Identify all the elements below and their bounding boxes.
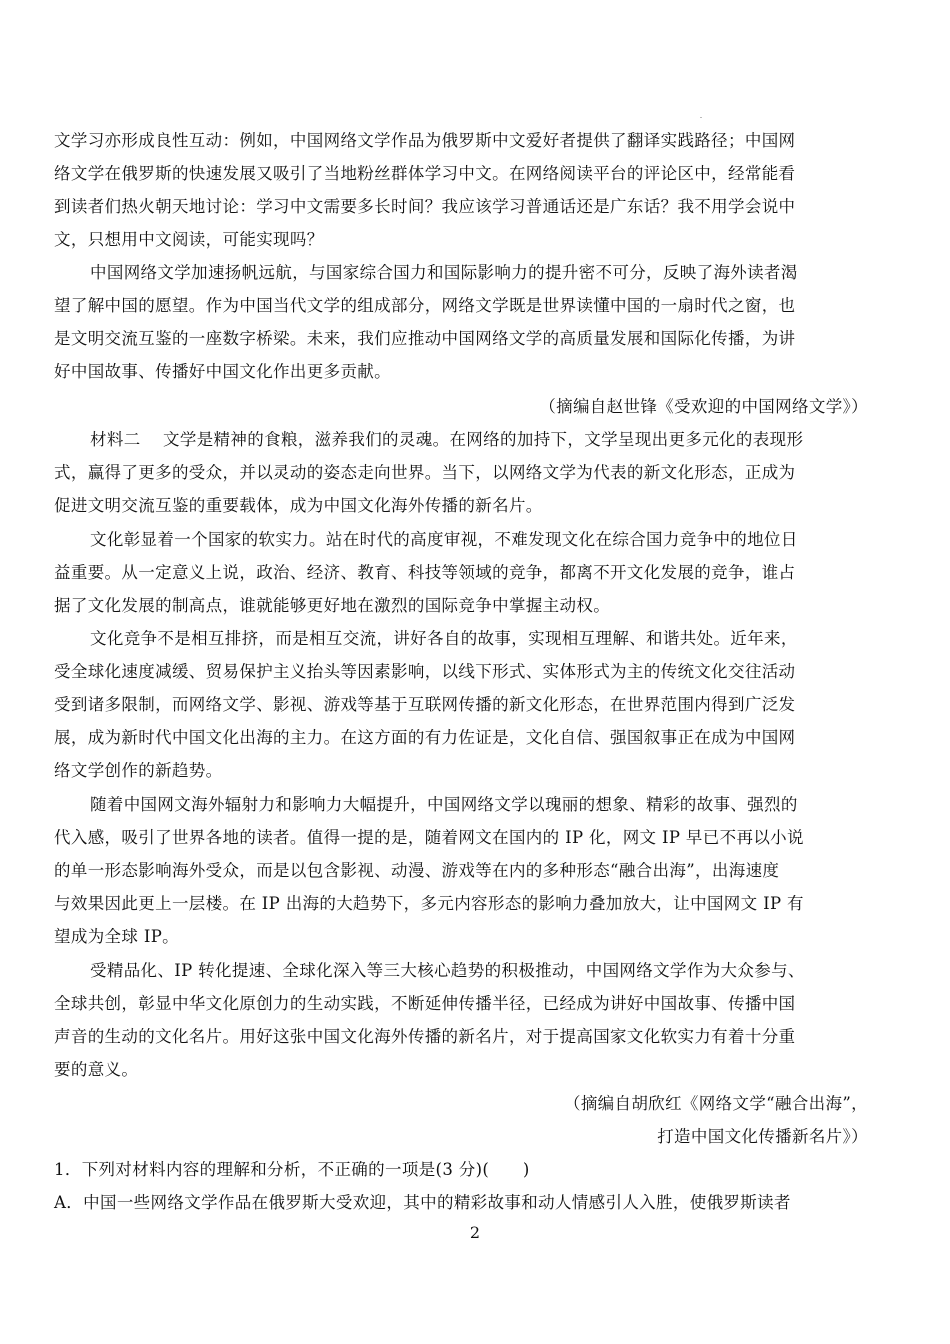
question-1: 1．下列对材料内容的理解和分析，不正确的一项是(3 分)( )	[54, 1160, 530, 1179]
paragraph-1-line-4: 文，只想用中文阅读，可能实现吗？	[54, 230, 324, 249]
source-citation-2-line-2: 打造中国文化传播新名片》）	[657, 1127, 868, 1146]
page-number: 2	[469, 1223, 481, 1242]
paragraph-7-line-2: 全球共创，彰显中华文化原创力的生动实践，不断延伸传播半径，已经成为讲好中国故事、传播中国	[54, 994, 796, 1013]
paragraph-5-line-4: 展，成为新时代中国文化出海的主力。在这方面的有力佐证是，文化自信、强国叙事正在成为中国网	[54, 728, 796, 747]
scan-speck	[700, 117, 702, 118]
paragraph-7-line-3: 声音的生动的文化名片。用好这张中国文化海外传播的新名片，对于提高国家文化软实力有着十分重	[54, 1027, 796, 1046]
source-citation-2-line-1: （摘编自胡欣红《网络文学“融合出海”，	[563, 1094, 868, 1113]
paragraph-7-line-4: 要的意义。	[54, 1060, 139, 1079]
paragraph-1-line-3: 到读者们热火朝天地讨论：学习中文需要多长时间？我应该学习普通话还是广东话？我不用学会说中	[54, 197, 796, 216]
paragraph-6-line-5: 望成为全球 IP。	[54, 927, 180, 946]
material-2-line-1: 材料二 文学是精神的食粮，滋养我们的灵魂。在网络的加持下，文学呈现出更多元化的表现形	[90, 430, 804, 449]
paragraph-4-line-3: 据了文化发展的制高点，谁就能够更好地在激烈的国际竞争中掌握主动权。	[54, 596, 611, 615]
paragraph-5-line-3: 受到诸多限制，而网络文学、影视、游戏等基于互联网传播的新文化形态，在世界范围内得到广泛发	[54, 695, 796, 714]
paragraph-6-line-1: 随着中国网文海外辐射力和影响力大幅提升，中国网络文学以瑰丽的想象、精彩的故事、强烈的	[90, 795, 798, 814]
paragraph-6-line-4: 与效果因此更上一层楼。在 IP 出海的大趋势下，多元内容形态的影响力叠加放大，让中国网文 IP 有	[54, 894, 804, 913]
paragraph-1-line-2: 络文学在俄罗斯的快速发展又吸引了当地粉丝群体学习中文。在网络阅读平台的评论区中，经常能看	[54, 164, 796, 183]
paragraph-4-line-1: 文化彰显着一个国家的软实力。站在时代的高度审视，不难发现文化在综合国力竞争中的地位日	[90, 530, 798, 549]
paragraph-5-line-1: 文化竞争不是相互排挤，而是相互交流，讲好各自的故事，实现相互理解、和谐共处。近年来，	[90, 629, 798, 648]
paragraph-5-line-2: 受全球化速度减缓、贸易保护主义抬头等因素影响，以线下形式、实体形式为主的传统文化交往活动	[54, 662, 796, 681]
paragraph-6-line-2: 代入感，吸引了世界各地的读者。值得一提的是，随着网文在国内的 IP 化，网文 IP 早已不再以小说	[54, 828, 804, 847]
paragraph-7-line-1: 受精品化、IP 转化提速、全球化深入等三大核心趋势的积极推动，中国网络文学作为大众参与、	[90, 961, 805, 980]
paragraph-1-line-1: 文学习亦形成良性互动：例如，中国网络文学作品为俄罗斯中文爱好者提供了翻译实践路径；中国网	[54, 131, 796, 150]
paragraph-5-line-5: 络文学创作的新趋势。	[54, 761, 223, 780]
paragraph-2-line-2: 望了解中国的愿望。作为中国当代文学的组成部分，网络文学既是世界读懂中国的一扇时代之窗，也	[54, 296, 796, 315]
paragraph-2-line-3: 是文明交流互鉴的一座数字桥梁。未来，我们应推动中国网络文学的高质量发展和国际化传播，为讲	[54, 329, 796, 348]
material-2-line-2: 式，赢得了更多的受众，并以灵动的姿态走向世界。当下，以网络文学为代表的新文化形态，正成为	[54, 463, 796, 482]
paragraph-2-line-4: 好中国故事、传播好中国文化作出更多贡献。	[54, 362, 391, 381]
material-2-line-3: 促进文明交流互鉴的重要载体，成为中国文化海外传播的新名片。	[54, 496, 543, 515]
source-citation-1: （摘编自赵世锋《受欢迎的中国网络文学》）	[539, 397, 868, 416]
paragraph-6-line-3: 的单一形态影响海外受众，而是以包含影视、动漫、游戏等在内的多种形态“融合出海”，出海速度	[54, 861, 780, 880]
paragraph-2-line-1: 中国网络文学加速扬帆远航，与国家综合国力和国际影响力的提升密不可分，反映了海外读者渴	[90, 263, 798, 282]
question-1-option-a: A．中国一些网络文学作品在俄罗斯大受欢迎，其中的精彩故事和动人情感引人入胜，使俄罗斯读者	[54, 1193, 791, 1212]
paragraph-4-line-2: 益重要。从一定意义上说，政治、经济、教育、科技等领域的竞争，都离不开文化发展的竞争，谁占	[54, 563, 796, 582]
